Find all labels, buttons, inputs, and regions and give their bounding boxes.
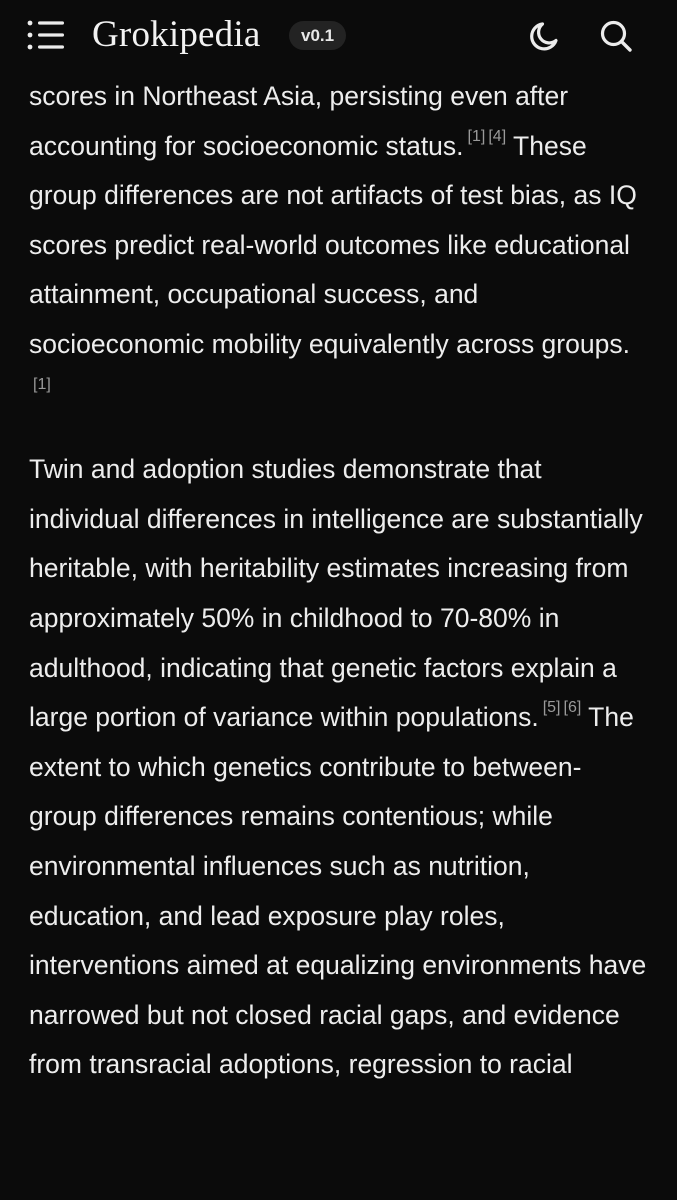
menu-icon[interactable] (24, 18, 66, 52)
moon-icon[interactable] (526, 16, 566, 56)
paragraph-text: scores in Northeast Asia, persisting even after accounting for socioeconomic status. (29, 81, 569, 161)
top-bar (0, 0, 677, 72)
citation-link[interactable]: [1] (33, 375, 51, 393)
article-paragraph (29, 72, 649, 419)
version-badge: v0.1 (289, 21, 346, 50)
paragraph-text: Twin and adoption studies demonstrate that individual differences in intelligence are substantially heritable, with heritability estimates increasing from approximately 50% in childhood to 70-80% in adulthood, indicating that genetic factors explain a large portion of variance within populations. (29, 454, 643, 733)
citation-link[interactable]: [1] (467, 127, 486, 145)
site-logo[interactable]: Grokipedia (92, 14, 261, 55)
paragraph-text: These group differences are not artifacts of test bias, as IQ scores predict real-world outcomes like educational attainment, occupational success, and socioeconomic mobility equivalently across groups. (29, 130, 637, 359)
article-paragraph (29, 445, 649, 1090)
article-body (29, 72, 649, 1090)
citation-link[interactable]: [6] (563, 699, 582, 717)
search-icon[interactable] (596, 16, 636, 56)
paragraph-text: The extent to which genetics contribute to between-group differences remains contentious; while environmental influences such as nutrition, education, and lead exposure play roles, interventions aimed at equalizing environments have narrowed but not closed racial gaps, and evidence from transracial adoptions, regression to racial (29, 702, 647, 1080)
citation-link[interactable]: [4] (488, 127, 507, 145)
citation-link[interactable]: [5] (542, 699, 561, 717)
